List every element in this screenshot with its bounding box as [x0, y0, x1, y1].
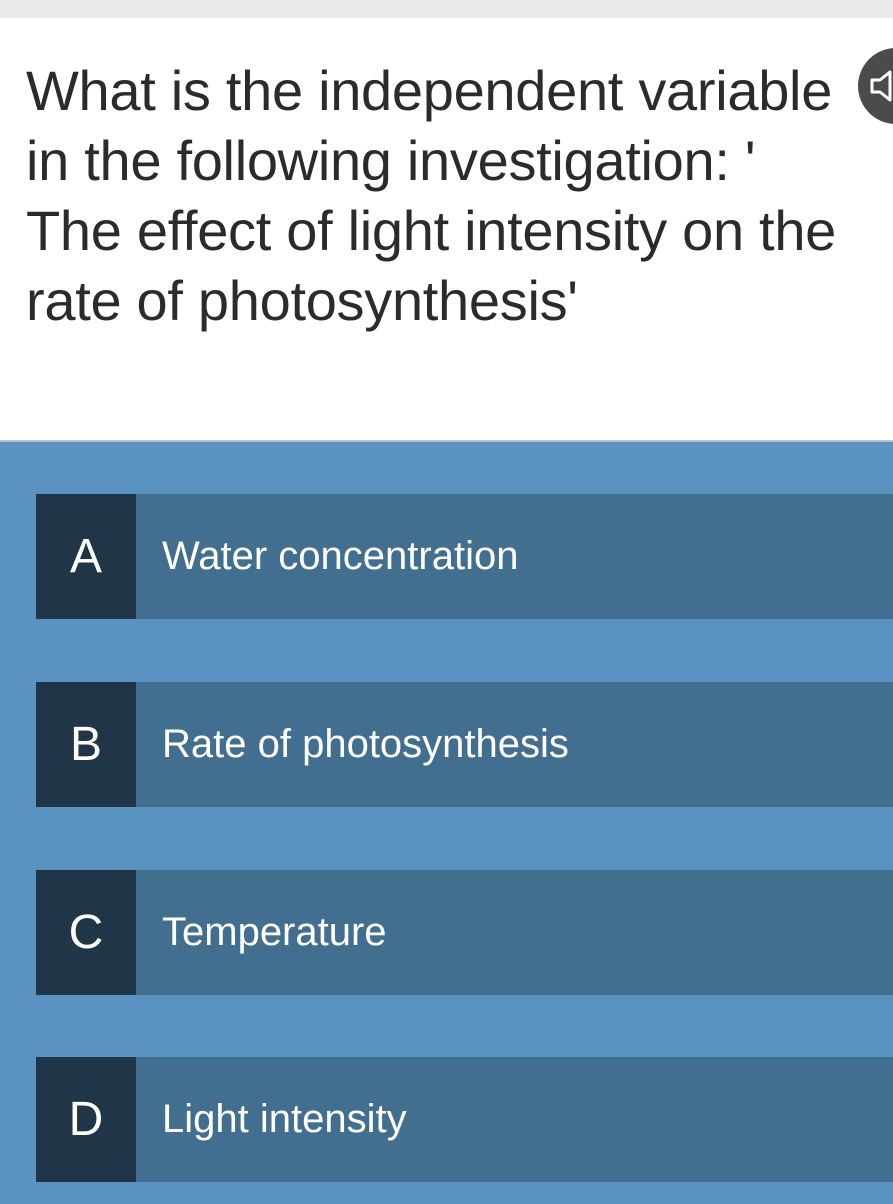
answer-option-a[interactable]	[36, 494, 893, 619]
answer-text: Water concentration	[162, 534, 519, 578]
answer-letter: B	[36, 682, 136, 807]
question-panel	[0, 18, 893, 442]
read-aloud-button[interactable]	[858, 48, 893, 124]
answer-option-c[interactable]	[36, 870, 893, 995]
answer-letter: A	[36, 494, 136, 619]
answer-letter: D	[36, 1057, 136, 1182]
top-strip	[0, 0, 893, 18]
answer-text: Rate of photosynthesis	[162, 722, 569, 766]
answer-text: Light intensity	[162, 1097, 407, 1141]
question-text: What is the independent variable in the following investigation: ' The effect of light intensity on the rate of photosynthesis'	[26, 59, 837, 332]
answer-option-b[interactable]	[36, 682, 893, 807]
answer-text: Temperature	[162, 910, 387, 954]
answer-options	[0, 442, 893, 1204]
answer-option-d[interactable]	[36, 1057, 893, 1182]
answer-letter: C	[36, 870, 136, 995]
speaker-icon	[868, 68, 893, 104]
